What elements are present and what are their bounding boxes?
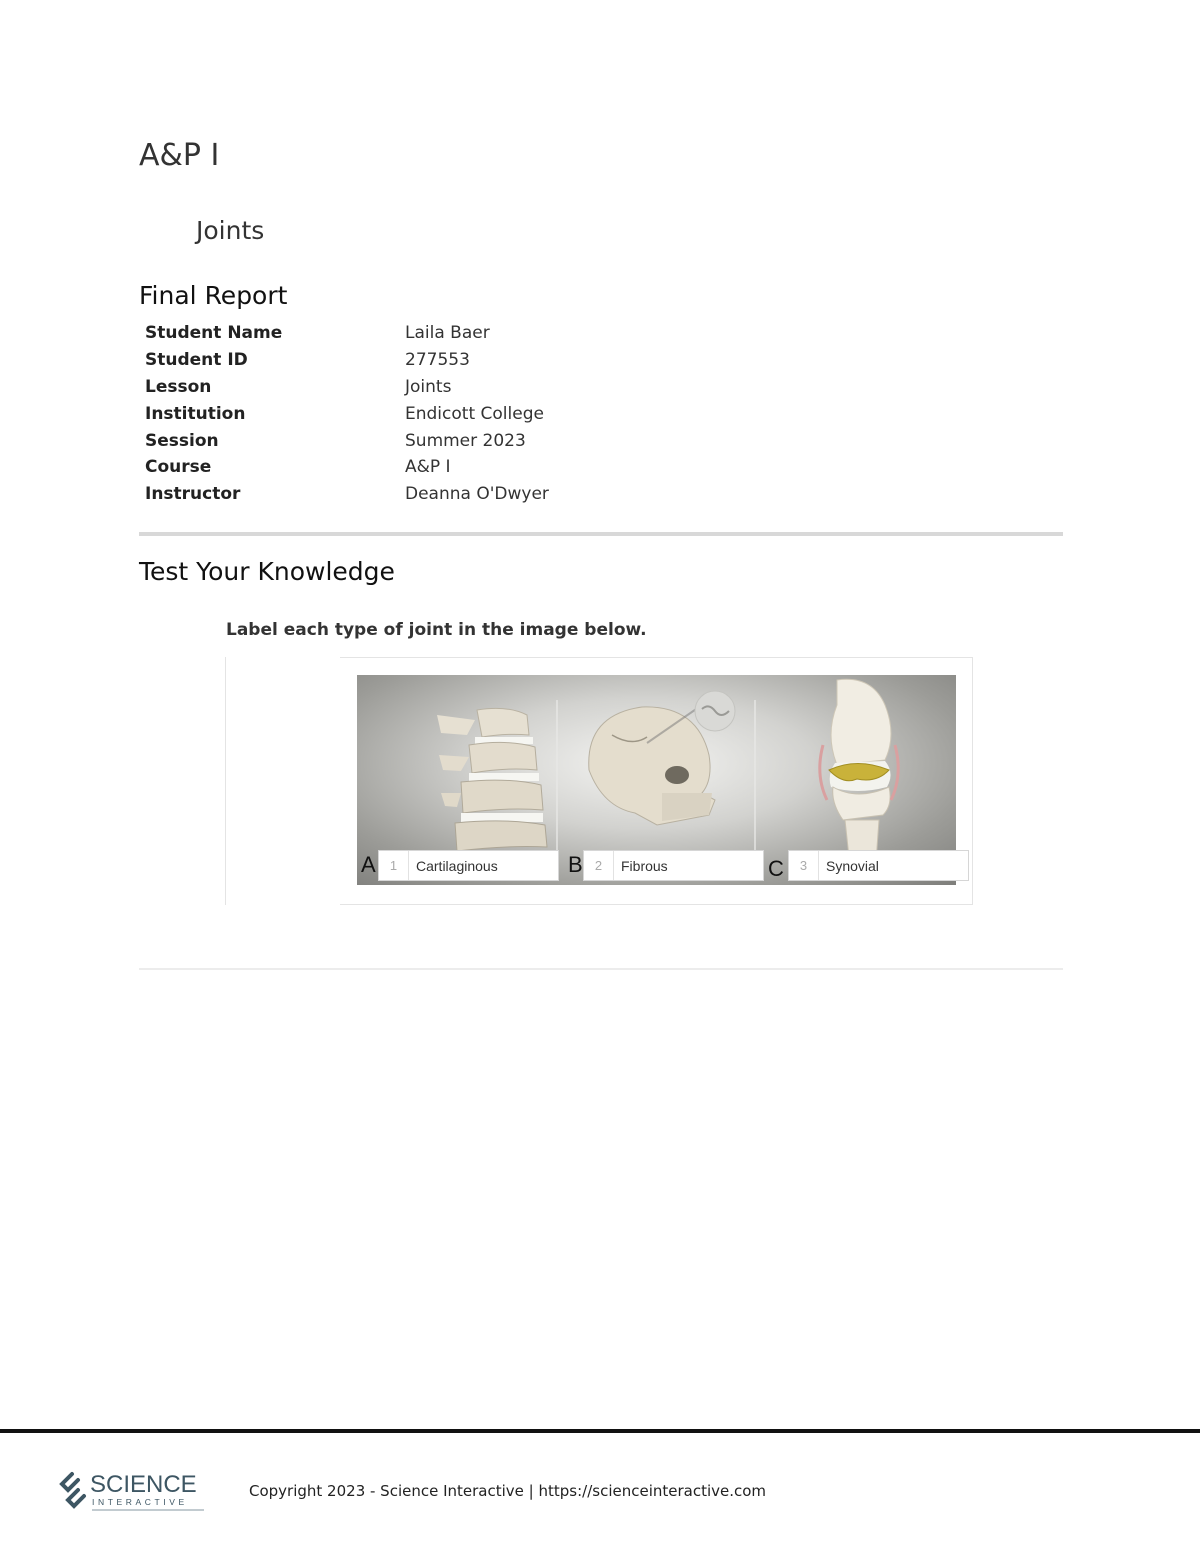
answer-slot[interactable] [583,850,764,881]
slot-number: 1 [379,851,409,880]
section-divider [139,532,1063,536]
info-value: A&P I [405,457,451,478]
info-value: Laila Baer [405,323,490,344]
logo-wordmark: SCIENCE [90,1471,197,1498]
info-label: Institution [145,403,246,424]
knee-image [820,679,898,875]
info-row-student-id [145,347,549,374]
slot-answer: Fibrous [621,857,668,874]
info-value: 277553 [405,350,470,371]
label-group-c [767,850,972,882]
info-row-institution [145,400,549,427]
info-value: Summer 2023 [405,430,526,451]
joint-letter: A [361,852,376,877]
joint-letter: C [768,856,784,881]
skull-image [589,691,735,825]
info-label: Student Name [145,323,283,344]
report-heading: Final Report [139,281,288,310]
slot-number: 2 [584,851,614,880]
info-row-course [145,454,549,481]
info-label: Session [145,430,219,451]
info-label: Course [145,457,212,478]
slot-answer: Cartilaginous [416,857,498,874]
report-info-table [145,320,549,508]
slot-number: 3 [789,851,819,880]
info-row-session [145,427,549,454]
section-heading: Test Your Knowledge [139,557,395,586]
info-label: Lesson [145,376,212,397]
slot-answer: Synovial [826,857,879,874]
question-prompt: Label each type of joint in the image below. [226,620,647,640]
label-group-a [357,850,562,882]
info-value: Joints [405,376,452,397]
info-row-instructor [145,481,549,508]
footer-rule [0,1429,1200,1433]
info-label: Instructor [145,484,241,505]
footer-copyright: Copyright 2023 - Science Interactive | https://scienceinteractive.com [249,1482,767,1500]
science-interactive-logo [58,1468,208,1516]
spine-image [437,708,547,851]
info-value: Endicott College [405,403,544,424]
info-row-lesson [145,374,549,401]
logo-subtext: INTERACTIVE [92,1497,188,1507]
section-divider [139,968,1063,970]
answer-slot[interactable] [378,850,559,881]
joint-letter: B [568,852,583,877]
lesson-title: Joints [196,216,265,245]
info-row-student-name [145,320,549,347]
answer-container-margin [225,657,340,905]
course-title: A&P I [139,138,220,173]
answer-slot[interactable] [788,850,969,881]
info-value: Deanna O'Dwyer [405,484,549,505]
label-group-b [566,850,771,882]
info-label: Student ID [145,350,248,371]
